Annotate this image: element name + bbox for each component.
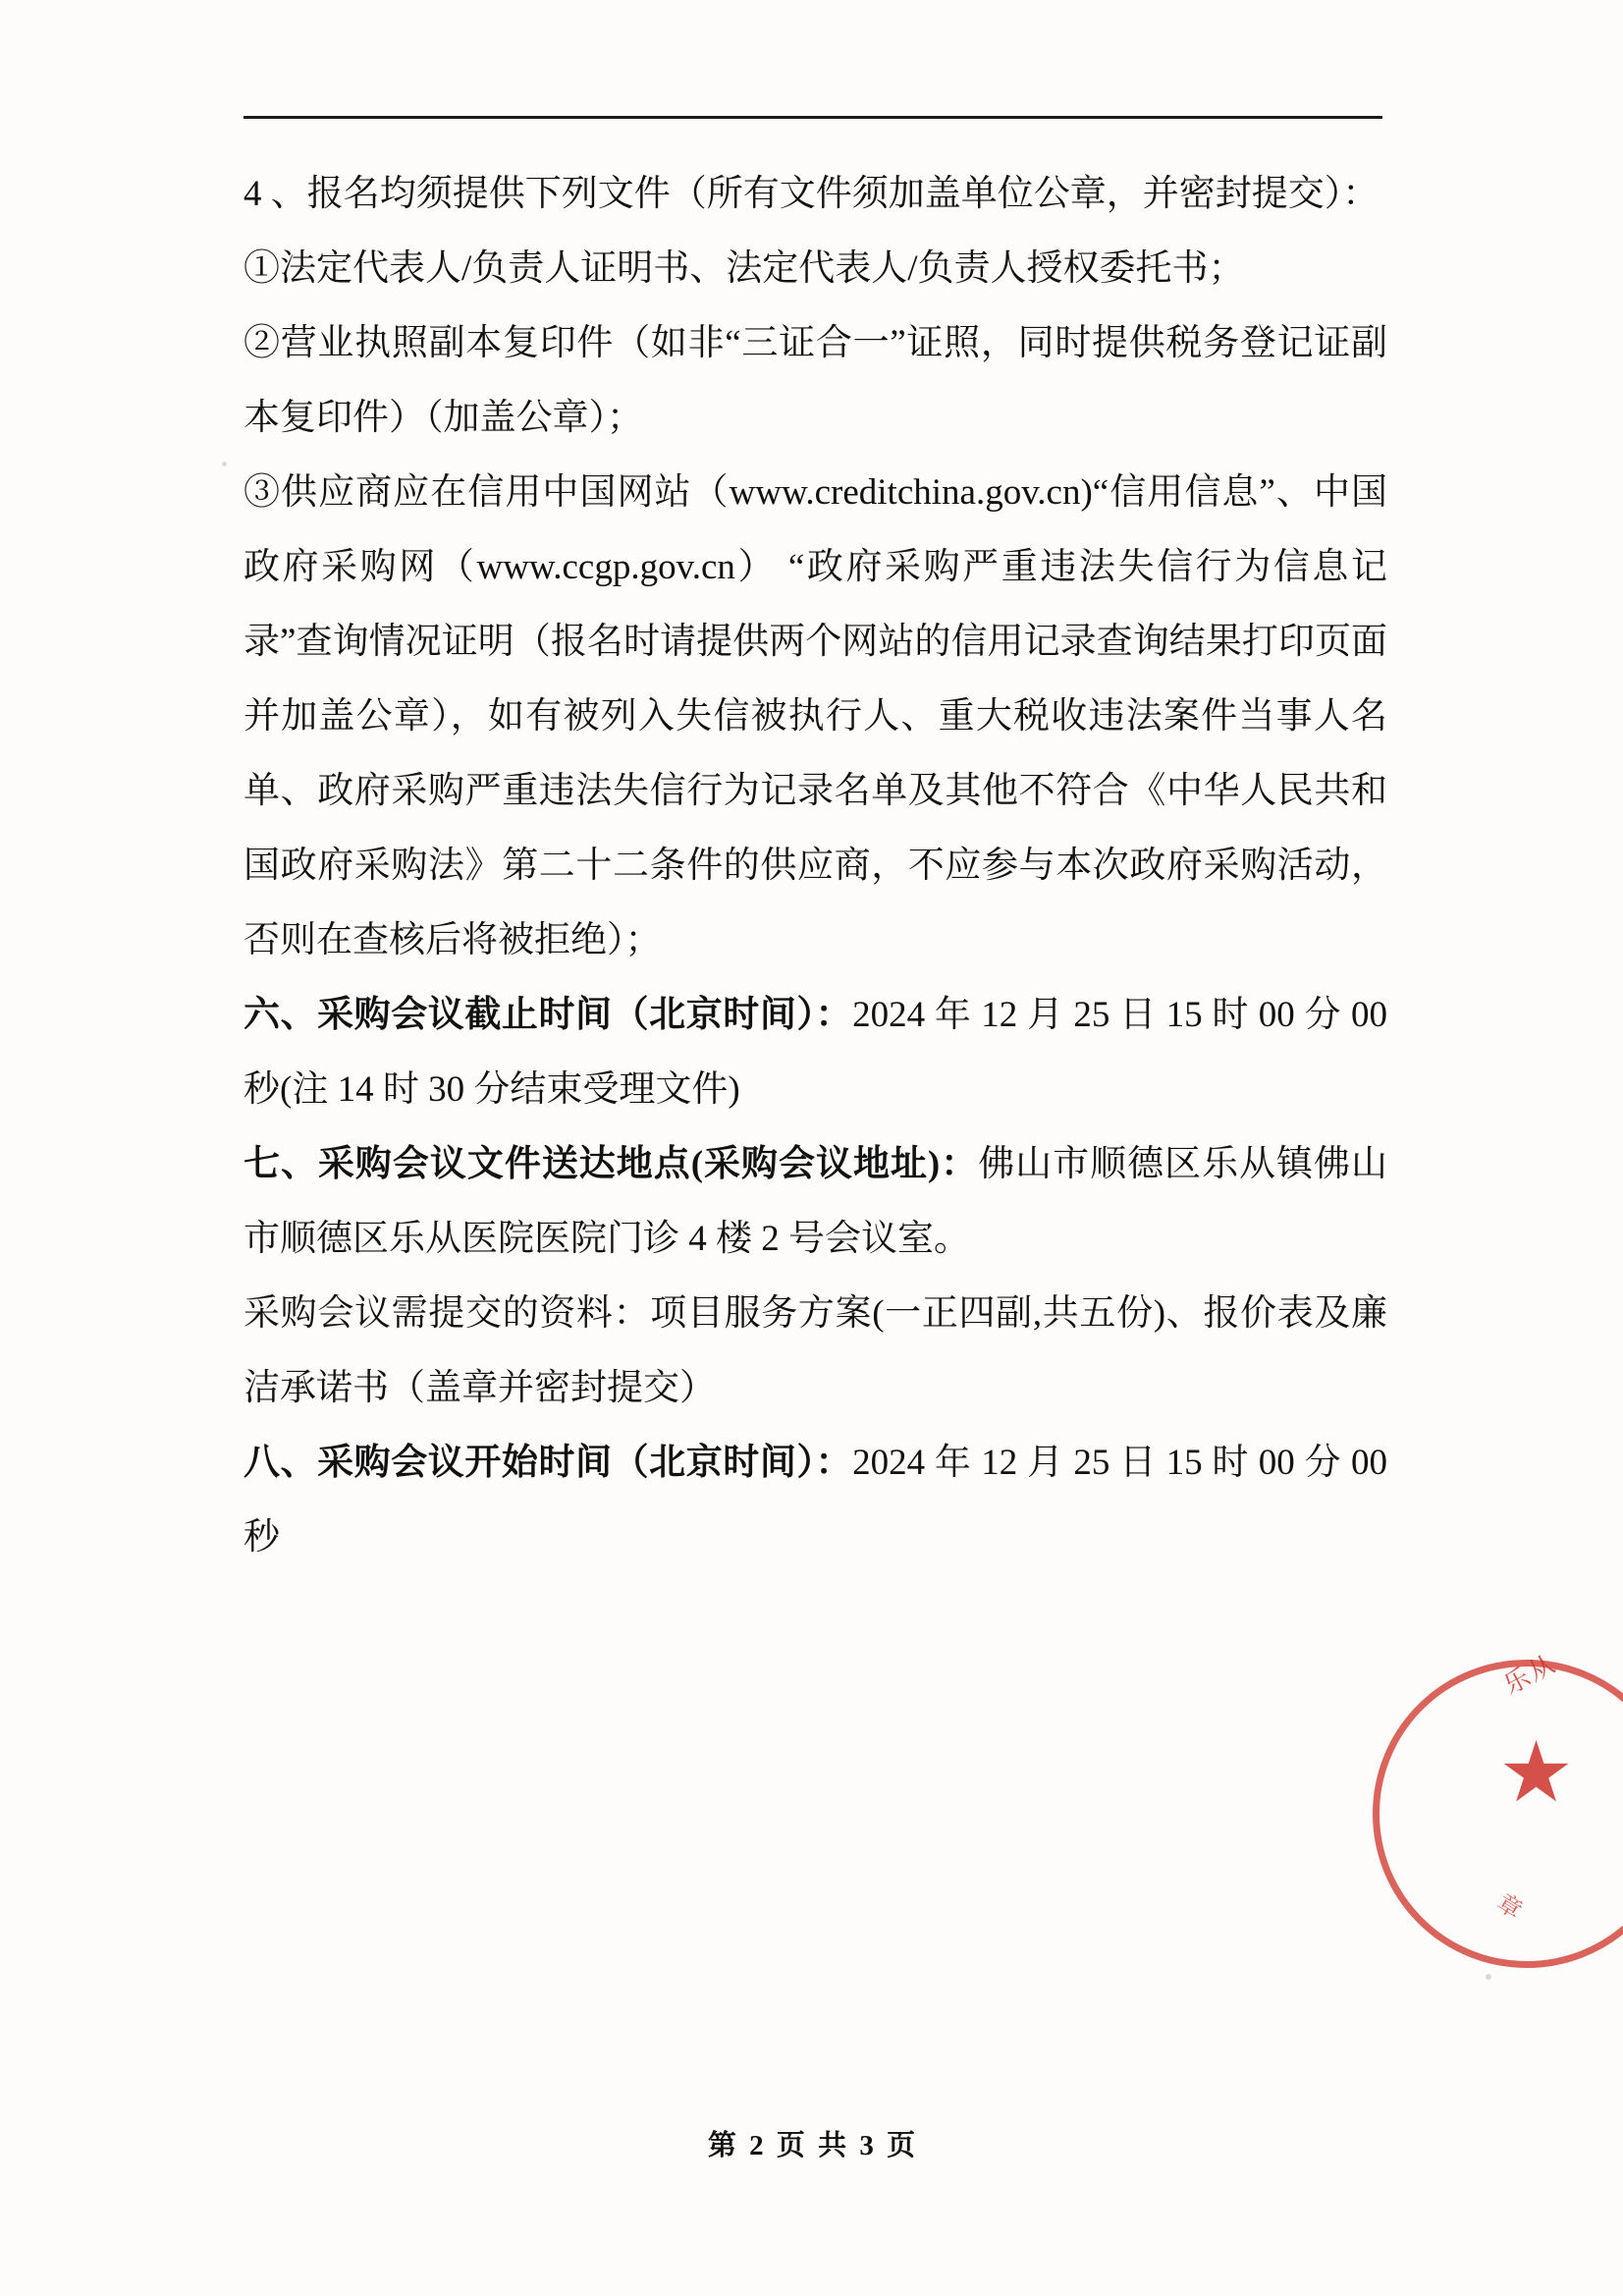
header-rule (243, 116, 1382, 119)
paragraph-item-4: 4 、报名均须提供下列文件（所有文件须加盖单位公章，并密封提交）： (243, 174, 1380, 214)
section-6-text: 2024 年 12 月 25 日 15 时 00 分 00 秒(注 14 时 30 分结束受理文件) (243, 995, 1387, 1110)
paragraph-item-circle-1: ①法定代表人/负责人证明书、法定代表人/负责人授权委托书； (243, 248, 1245, 289)
section-7-text: 佛山市顺德区乐从镇佛山市顺德区乐从医院医院门诊 4 楼 2 号会议室。 (243, 1144, 1387, 1259)
paragraph-item-circle-2: ②营业执照副本复印件（如非“三证合一”证照，同时提供税务登记证副本复印件）（加盖公章）； (243, 323, 1387, 438)
seal-ring (1373, 1660, 1623, 1968)
page-content-area (243, 0, 1387, 2296)
paragraph-materials: 采购会议需提交的资料：项目服务方案(一正四副,共五份)、报价表及廉洁承诺书（盖章并密封提交） (243, 1293, 1387, 1408)
seal-bottom-text: 章 (1491, 1889, 1528, 1926)
seal-top-text: 乐从 (1498, 1649, 1561, 1700)
page-footer: 第 2 页 共 3 页 (707, 2130, 919, 2161)
paragraph-section-6 (243, 978, 1387, 1127)
paragraph-section-7 (243, 1127, 1387, 1277)
section-6-heading: 六、采购会议截止时间（北京时间）： (243, 995, 853, 1035)
paragraph-section-8 (243, 1426, 1387, 1575)
document-body (243, 157, 1387, 1575)
paper-speck (1486, 1974, 1491, 1980)
section-7-heading: 七、采购会议文件送达地点(采购会议地址)： (243, 1144, 979, 1184)
section-8-heading: 八、采购会议开始时间（北京时间）： (243, 1443, 853, 1483)
paragraph-item-circle-3: ③供应商应在信用中国网站（www.creditchina.gov.cn)“信用信息”、中国政府采购网（www.ccgp.gov.cn） “政府采购严重违法失信行为信息记录”查询情况证明（报名时请提供两个网站的信用记录查询结果打印页面并加盖公章），如有被列入失信被执行人、重大税收违法案件当事人名单、政府采购严重违法失信行为记录名单及其他不符合《中华人民共和国政府采购法》第二十二条件的供应商，不应参与本次政府采购活动，否则在查核后将被拒绝）； (243, 472, 1387, 960)
section-8-text: 2024 年 12 月 25 日 15 时 00 分 00 秒 (243, 1443, 1387, 1558)
paper-speck (222, 462, 227, 466)
official-seal-stamp: 乐从 ★ 章 (1490, 1660, 1623, 1984)
